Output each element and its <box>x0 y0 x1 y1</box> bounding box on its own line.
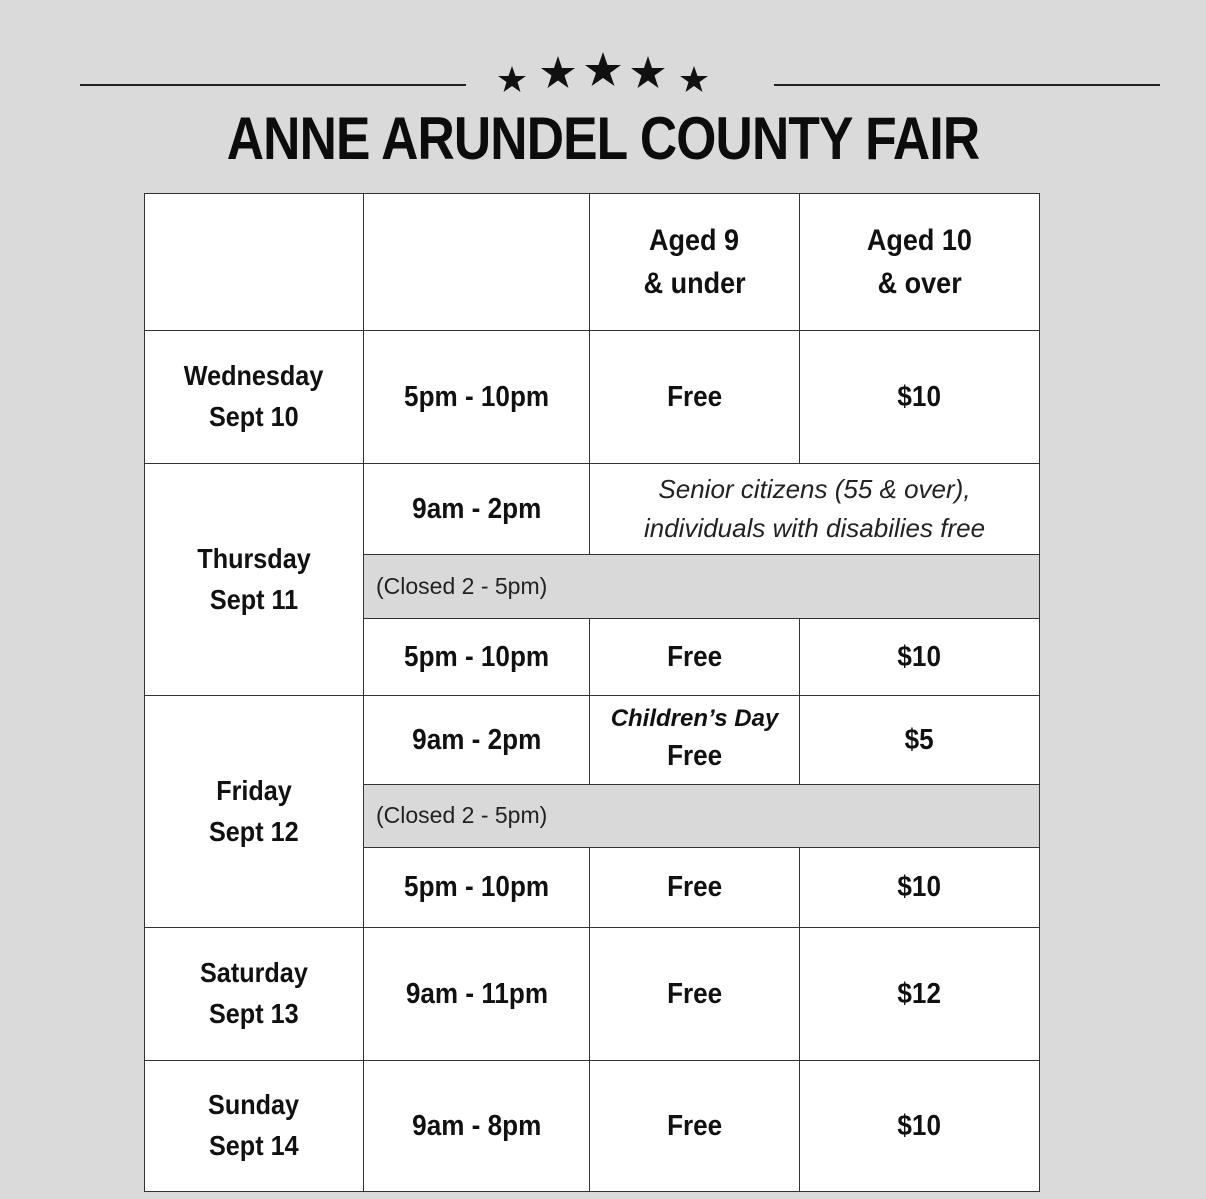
day-cell-wednesday: Wednesday Sept 10 <box>145 331 364 464</box>
day-cell-thursday: Thursday Sept 11 <box>145 464 364 696</box>
right-divider-line <box>774 84 1160 86</box>
time-cell: 9am - 2pm <box>364 464 590 555</box>
header-empty-time <box>364 194 590 331</box>
star-icon <box>498 66 526 92</box>
star-icon <box>680 66 708 92</box>
page-title: ANNE ARUNDEL COUNTY FAIR <box>226 105 980 172</box>
closed-notice: (Closed 2 - 5pm) <box>364 555 1040 619</box>
childrens-day-label: Children’s Day <box>610 705 779 733</box>
price-under-cell: Free <box>590 331 800 464</box>
time-cell: 5pm - 10pm <box>364 331 590 464</box>
table-row-wednesday <box>145 331 1040 464</box>
price-over-cell: $10 <box>800 331 1040 464</box>
price-over-cell: $5 <box>800 696 1040 785</box>
closed-notice: (Closed 2 - 5pm) <box>364 785 1040 848</box>
time-cell: 5pm - 10pm <box>364 619 590 696</box>
table-row-friday-morning <box>145 696 1040 785</box>
header-aged-9-under: Aged 9 & under <box>590 194 800 331</box>
time-cell: 9am - 11pm <box>364 928 590 1061</box>
header-empty-day <box>145 194 364 331</box>
table-header-row <box>145 194 1040 331</box>
price-under-cell: Free <box>590 928 800 1061</box>
five-stars-icon <box>490 48 716 104</box>
schedule-table <box>144 193 1040 1192</box>
price-over-cell: $10 <box>800 619 1040 696</box>
table-row-sunday <box>145 1061 1040 1192</box>
price-under-cell: Children’s Day Free <box>590 696 800 785</box>
star-icon <box>631 56 665 88</box>
price-under-cell: Free <box>590 1061 800 1192</box>
star-icon <box>585 52 621 86</box>
price-over-cell: $10 <box>800 848 1040 928</box>
senior-discount-note: Senior citizens (55 & over), individuals with disabilies free <box>590 464 1040 555</box>
price-over-cell: $12 <box>800 928 1040 1061</box>
left-divider-line <box>80 84 466 86</box>
price-under-cell: Free <box>590 619 800 696</box>
day-cell-saturday: Saturday Sept 13 <box>145 928 364 1061</box>
time-cell: 5pm - 10pm <box>364 848 590 928</box>
time-cell: 9am - 2pm <box>364 696 590 785</box>
table-row-thursday-morning <box>145 464 1040 555</box>
price-over-cell: $10 <box>800 1061 1040 1192</box>
time-cell: 9am - 8pm <box>364 1061 590 1192</box>
day-cell-sunday: Sunday Sept 14 <box>145 1061 364 1192</box>
day-cell-friday: Friday Sept 12 <box>145 696 364 928</box>
star-icon <box>541 56 575 88</box>
header-aged-10-over: Aged 10 & over <box>800 194 1040 331</box>
table-row-saturday <box>145 928 1040 1061</box>
price-under-cell: Free <box>590 848 800 928</box>
